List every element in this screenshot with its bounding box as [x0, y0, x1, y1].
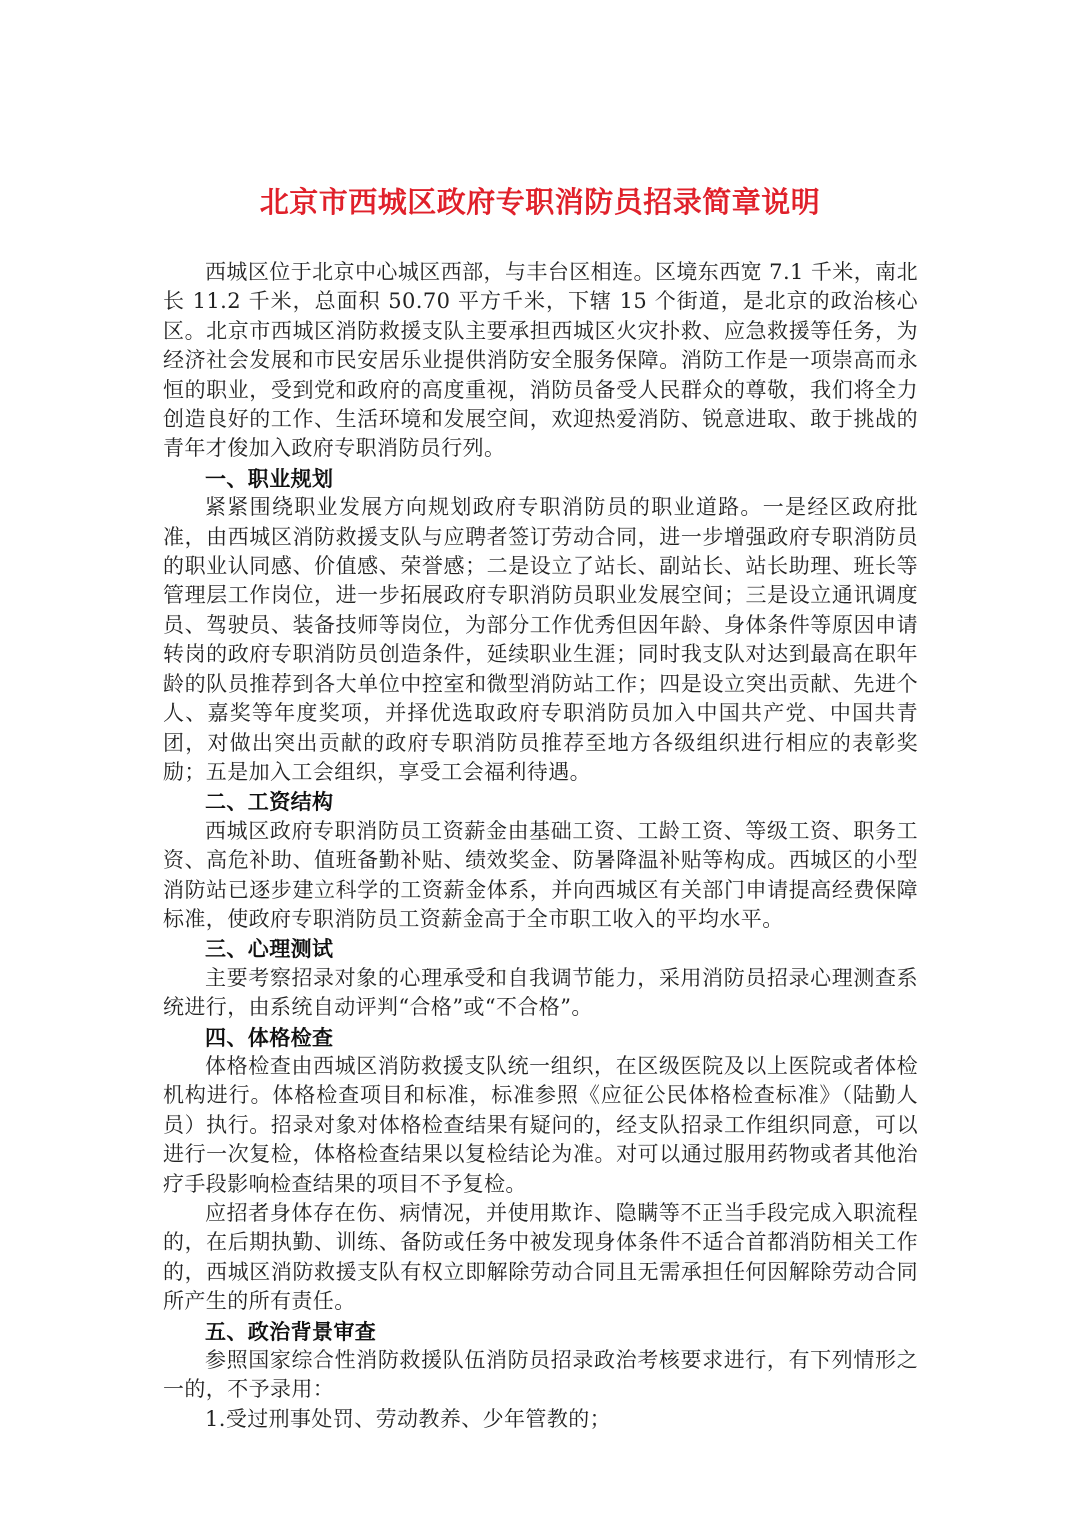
career-planning-paragraph: 紧紧围绕职业发展方向规划政府专职消防员的职业道路。一是经区政府批准，由西城区消防救援支队与应聘者签订劳动合同，进一步增强政府专职消防员的职业认同感、价值感、荣誉感；二是设立了站长、副站长、站长助理、班长等管理层工作岗位，进一步拓展政府专职消防员职业发展空间；三是设立通讯调度员、驾驶员、装备技师等岗位，为部分工作优秀但因年龄、身体条件等原因申请转岗的政府专职消防员创造条件，延续职业生涯；同时我支队对达到最高在职年龄的队员推荐到各大单位中控室和微型消防站工作；四是设立突出贡献、先进个人、嘉奖等年度奖项，并择优选取政府专职消防员加入中国共产党、中国共青团，对做出突出贡献的政府专职消防员推荐至地方各级组织进行相应的表彰奖励；五是加入工会组织，享受工会福利待遇。 [163, 495, 918, 784]
section-heading-psychological-test: 三、心理测试 [205, 936, 334, 962]
salary-structure-paragraph: 西城区政府专职消防员工资薪金由基础工资、工龄工资、等级工资、职务工资、高危补助、值班备勤补贴、绩效奖金、防暑降温补贴等构成。西城区的小型消防站已逐步建立科学的工资薪金体系，并向西城区有关部门申请提高经费保障标准，使政府专职消防员工资薪金高于全市职工收入的平均水平。 [163, 818, 918, 931]
document-title: 北京市西城区政府专职消防员招录简章说明 [259, 185, 821, 219]
physical-exam-paragraph: 体格检查由西城区消防救援支队统一组织，在区级医院及以上医院或者体检机构进行。体格检查项目和标准，标准参照《应征公民体格检查标准》（陆勤人员）执行。招录对象对体格检查结果有疑问的，经支队招录工作组织同意，可以进行一次复检，体格检查结果以复检结论为准。对可以通过服用药物或者其他治疗手段影响检查结果的项目不予复检。 [163, 1053, 918, 1196]
political-review-item-1: 1.受过刑事处罚、劳动教养、少年管教的； [205, 1406, 612, 1431]
section-heading-salary-structure: 二、工资结构 [205, 789, 334, 815]
section-heading-career-planning: 一、职业规划 [205, 465, 334, 491]
section-heading-physical-exam: 四、体格检查 [205, 1024, 334, 1050]
physical-exam-liability-paragraph: 应招者身体存在伤、病情况，并使用欺诈、隐瞒等不正当手段完成入职流程的，在后期执勤、训练、备防或任务中被发现身体条件不适合首都消防相关工作的，西城区消防救援支队有权立即解除劳动合同且无需承担任何因解除劳动合同所产生的所有责任。 [163, 1201, 918, 1314]
section-heading-political-review: 五、政治背景审查 [205, 1318, 377, 1344]
political-review-paragraph: 参照国家综合性消防救援队伍消防员招录政治考核要求进行，有下列情形之一的，不予录用： [163, 1348, 918, 1402]
psychological-test-paragraph: 主要考察招录对象的心理承受和自我调节能力，采用消防员招录心理测查系统进行，由系统自动评判“合格”或“不合格”。 [163, 965, 918, 1020]
document-body [163, 258, 918, 1434]
intro-paragraph: 西城区位于北京中心城区西部，与丰台区相连。区境东西宽 7.1 千米，南北长 11.2 千米，总面积 50.70 平方千米，下辖 15 个街道，是北京的政治核心区。北京市西城区消防救援支队主要承担西城区火灾扑救、应急救援等任务，为经济社会发展和市民安居乐业提供消防安全服务保障。消防工作是一项崇高而永恒的职业，受到党和政府的高度重视，消防员备受人民群众的尊敬，我们将全力创造良好的工作、生活环境和发展空间，欢迎热爱消防、锐意进取、敢于挑战的青年才俊加入政府专职消防员行列。 [163, 260, 918, 461]
